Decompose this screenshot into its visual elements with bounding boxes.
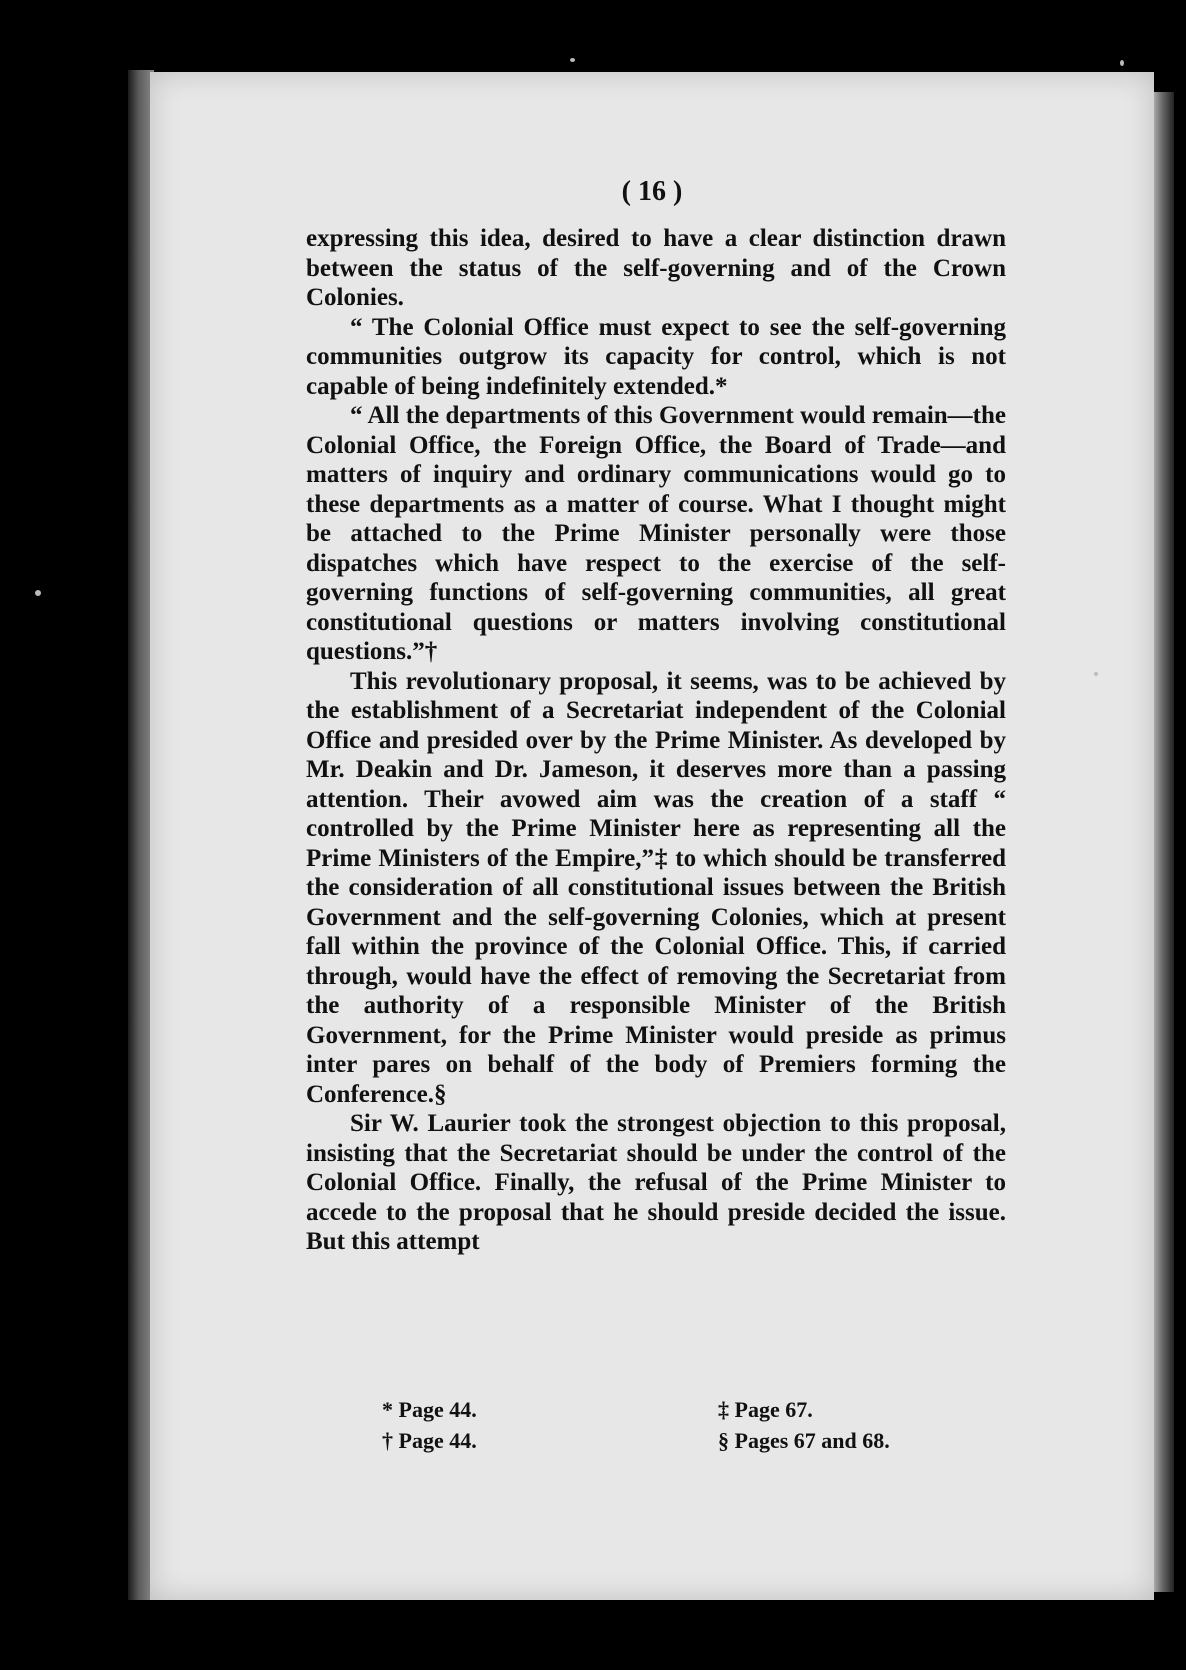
scan-speck — [35, 590, 41, 596]
footnotes-right-column — [718, 1394, 958, 1456]
scan-speck — [1120, 60, 1124, 66]
paragraph-4: This revolutionary proposal, it seems, was to be achieved by the establishment of a Secretariat independent of the Colonial Office and presided over by the Prime Minister. As developed by Mr. Deakin and Dr. Jameson, it deserves more than a passing attention. Their avowed aim was the creation of a staff “ controlled by the Prime Minister here as representing all the Prime Ministers of the Empire,”‡ to which should be transferred the consideration of all constitutional issues between the British Government and the self-governing Colonies, which at present fall within the province of the Colonial Office. This, if carried through, would have the effect of removing the Secretariat from the authority of a responsible Minister of the British Government, for the Prime Minister would preside as primus inter pares on behalf of the body of Premiers forming the Conference.§ — [306, 667, 1006, 1108]
page-number: ( 16 ) — [621, 176, 683, 207]
scan-speck — [570, 58, 575, 62]
footnote-double-dagger: ‡ Page 67. — [718, 1397, 813, 1422]
body-text — [306, 224, 1006, 1257]
paragraph-1: expressing this idea, desired to have a clear distinction drawn between the status of the self-governing and of the Crown Colonies. — [306, 225, 1006, 311]
footnote-dagger: † Page 44. — [382, 1428, 477, 1453]
footnote-section: § Pages 67 and 68. — [718, 1428, 890, 1453]
footnotes-left-column — [382, 1394, 642, 1456]
footnote-asterisk: * Page 44. — [382, 1397, 477, 1422]
paragraph-2: “ The Colonial Office must expect to see the self-governing communities outgrow its capacity for control, which is not capable of being indefinitely extended.* — [306, 313, 1006, 400]
paragraph-5: Sir W. Laurier took the strongest objection to this proposal, insisting that the Secretariat should be under the control of the Colonial Office. Finally, the refusal of the Prime Minister to accede to the proposal that he should preside decided the issue. But this attempt — [306, 1110, 1006, 1255]
paragraph-3: “ All the departments of this Government would remain—the Colonial Office, the Foreign Office, the Board of Trade—and matters of inquiry and ordinary communications would go to these departments as a matter of course. What I thought might be attached to the Prime Minister personally were those dispatches which have respect to the exercise of the self-governing functions of self-governing communities, all great constitutional questions or matters involving constitutional questions.”† — [306, 402, 1006, 665]
scan-speck — [1094, 672, 1098, 676]
book-page — [150, 72, 1154, 1600]
